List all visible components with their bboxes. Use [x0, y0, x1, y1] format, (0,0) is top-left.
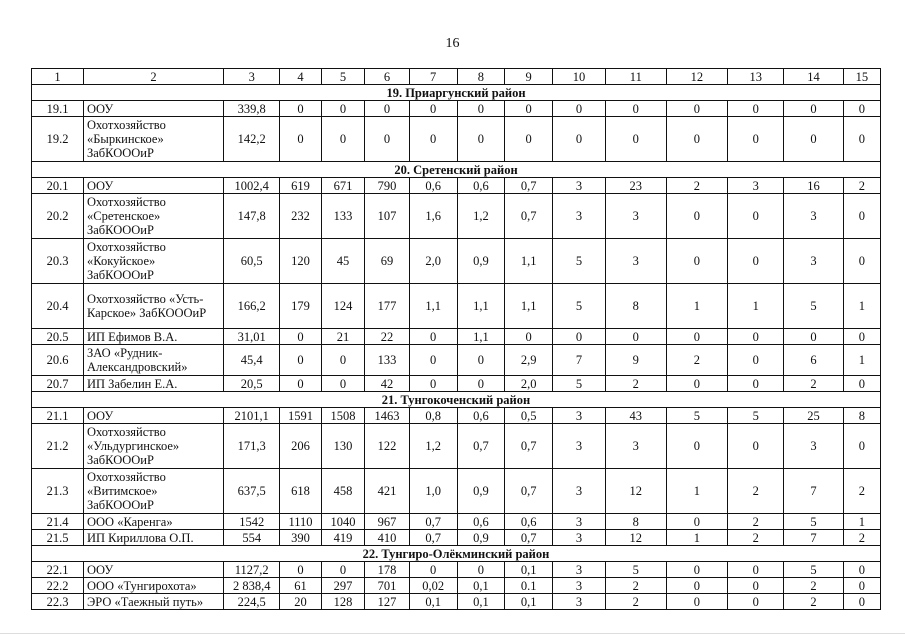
value-cell: 1,0: [409, 469, 457, 514]
value-cell: 0: [457, 376, 505, 392]
value-cell: 0: [666, 562, 728, 578]
value-cell: 3: [606, 194, 666, 239]
organization-name-cell: Охотхозяйство «Усть-Карское» ЗабКОООиР: [84, 284, 224, 329]
column-number-cell: 14: [784, 69, 843, 85]
value-cell: 1: [843, 345, 880, 376]
value-cell: 421: [365, 469, 410, 514]
value-cell: 0: [321, 376, 365, 392]
column-number-cell: 2: [84, 69, 224, 85]
value-cell: 0: [666, 376, 728, 392]
value-cell: 0,6: [457, 178, 505, 194]
table-row: [32, 530, 881, 546]
value-cell: 0: [505, 329, 553, 345]
value-cell: 0: [728, 117, 784, 162]
value-cell: 8: [606, 284, 666, 329]
value-cell: 7: [784, 530, 843, 546]
district-title: 22. Тунгиро-Олёкминский район: [32, 546, 881, 562]
column-number-cell: 6: [365, 69, 410, 85]
value-cell: 1002,4: [224, 178, 280, 194]
row-number-cell: 20.2: [32, 194, 84, 239]
column-number-cell: 5: [321, 69, 365, 85]
value-cell: 2: [728, 530, 784, 546]
organization-name-cell: ИП Кириллова О.П.: [84, 530, 224, 546]
value-cell: 2: [784, 376, 843, 392]
value-cell: 297: [321, 578, 365, 594]
value-cell: 1508: [321, 408, 365, 424]
value-cell: 1: [843, 284, 880, 329]
value-cell: 0: [409, 329, 457, 345]
value-cell: 0: [843, 329, 880, 345]
table-row: [32, 514, 881, 530]
value-cell: 0,6: [505, 514, 553, 530]
value-cell: 147,8: [224, 194, 280, 239]
table-row: [32, 376, 881, 392]
table-row: [32, 469, 881, 514]
value-cell: 7: [553, 345, 606, 376]
value-cell: 0: [728, 562, 784, 578]
value-cell: 3: [553, 578, 606, 594]
value-cell: 23: [606, 178, 666, 194]
value-cell: 0: [784, 329, 843, 345]
value-cell: 0: [457, 562, 505, 578]
value-cell: 0: [409, 376, 457, 392]
value-cell: 3: [553, 194, 606, 239]
value-cell: 2,9: [505, 345, 553, 376]
value-cell: 0: [666, 101, 728, 117]
value-cell: 0,7: [505, 424, 553, 469]
value-cell: 2: [784, 594, 843, 610]
value-cell: 2: [843, 178, 880, 194]
row-number-cell: 22.3: [32, 594, 84, 610]
value-cell: 1,1: [457, 329, 505, 345]
column-number-cell: 8: [457, 69, 505, 85]
value-cell: 0: [457, 117, 505, 162]
value-cell: 5: [553, 239, 606, 284]
row-number-cell: 20.7: [32, 376, 84, 392]
value-cell: 0: [784, 117, 843, 162]
value-cell: 3: [784, 239, 843, 284]
value-cell: 0: [666, 194, 728, 239]
value-cell: 5: [728, 408, 784, 424]
value-cell: 0,7: [409, 530, 457, 546]
value-cell: 177: [365, 284, 410, 329]
value-cell: 128: [321, 594, 365, 610]
column-number-cell: 3: [224, 69, 280, 85]
value-cell: 122: [365, 424, 410, 469]
table-row: [32, 194, 881, 239]
value-cell: 1,1: [457, 284, 505, 329]
value-cell: 2,0: [409, 239, 457, 284]
value-cell: 21: [321, 329, 365, 345]
value-cell: 0,6: [409, 178, 457, 194]
table-row: [32, 329, 881, 345]
value-cell: 0: [843, 424, 880, 469]
value-cell: 0: [666, 239, 728, 284]
value-cell: 0: [728, 424, 784, 469]
value-cell: 1,1: [409, 284, 457, 329]
value-cell: 124: [321, 284, 365, 329]
row-number-cell: 20.1: [32, 178, 84, 194]
value-cell: 0: [843, 117, 880, 162]
value-cell: 0: [728, 239, 784, 284]
value-cell: 0: [321, 562, 365, 578]
row-number-cell: 22.2: [32, 578, 84, 594]
value-cell: 130: [321, 424, 365, 469]
value-cell: 0,1: [505, 562, 553, 578]
value-cell: 3: [553, 469, 606, 514]
district-section-row: [32, 546, 881, 562]
value-cell: 1040: [321, 514, 365, 530]
value-cell: 0: [280, 101, 321, 117]
value-cell: 0: [843, 594, 880, 610]
value-cell: 0: [843, 239, 880, 284]
row-number-cell: 20.3: [32, 239, 84, 284]
value-cell: 9: [606, 345, 666, 376]
value-cell: 43: [606, 408, 666, 424]
value-cell: 1,2: [409, 424, 457, 469]
table-row: [32, 408, 881, 424]
column-number-cell: 12: [666, 69, 728, 85]
row-number-cell: 22.1: [32, 562, 84, 578]
value-cell: 16: [784, 178, 843, 194]
value-cell: 7: [784, 469, 843, 514]
value-cell: 0: [321, 101, 365, 117]
organization-name-cell: ООО «Каренга»: [84, 514, 224, 530]
value-cell: 0: [666, 578, 728, 594]
value-cell: 1: [666, 469, 728, 514]
column-number-cell: 7: [409, 69, 457, 85]
organization-name-cell: Охотхозяйство «Ульдургинское» ЗабКОООиР: [84, 424, 224, 469]
value-cell: 0: [409, 117, 457, 162]
value-cell: 0: [409, 562, 457, 578]
value-cell: 0,7: [505, 194, 553, 239]
value-cell: 554: [224, 530, 280, 546]
value-cell: 0,6: [457, 408, 505, 424]
scan-edge-line: [0, 633, 905, 634]
value-cell: 0: [666, 424, 728, 469]
row-number-cell: 21.1: [32, 408, 84, 424]
value-cell: 0: [321, 117, 365, 162]
value-cell: 618: [280, 469, 321, 514]
value-cell: 45: [321, 239, 365, 284]
value-cell: 0: [553, 117, 606, 162]
value-cell: 339,8: [224, 101, 280, 117]
organization-name-cell: Охотхозяйство «Сретенское» ЗабКОООиР: [84, 194, 224, 239]
value-cell: 0: [365, 101, 410, 117]
row-number-cell: 21.4: [32, 514, 84, 530]
value-cell: 619: [280, 178, 321, 194]
value-cell: 0,9: [457, 239, 505, 284]
value-cell: 0: [606, 117, 666, 162]
value-cell: 0,1: [409, 594, 457, 610]
value-cell: 5: [784, 284, 843, 329]
organization-name-cell: Охотхозяйство «Быркинское» ЗабКОООиР: [84, 117, 224, 162]
value-cell: 0: [666, 594, 728, 610]
table-row: [32, 578, 881, 594]
value-cell: 2: [666, 178, 728, 194]
table-row: [32, 117, 881, 162]
value-cell: 3: [728, 178, 784, 194]
value-cell: 224,5: [224, 594, 280, 610]
organization-name-cell: Охотхозяйство «Кокуйское» ЗабКОООиР: [84, 239, 224, 284]
value-cell: 1,1: [505, 239, 553, 284]
value-cell: 2: [606, 376, 666, 392]
value-cell: 0: [728, 578, 784, 594]
value-cell: 3: [553, 562, 606, 578]
value-cell: 0: [365, 117, 410, 162]
value-cell: 0: [321, 345, 365, 376]
value-cell: 3: [553, 514, 606, 530]
organization-name-cell: ИП Забелин Е.А.: [84, 376, 224, 392]
value-cell: 133: [365, 345, 410, 376]
value-cell: 0: [666, 329, 728, 345]
value-cell: 671: [321, 178, 365, 194]
value-cell: 0: [843, 578, 880, 594]
value-cell: 166,2: [224, 284, 280, 329]
value-cell: 0: [843, 101, 880, 117]
organization-name-cell: ИП Ефимов В.А.: [84, 329, 224, 345]
value-cell: 1127,2: [224, 562, 280, 578]
value-cell: 0: [280, 329, 321, 345]
organization-name-cell: ООУ: [84, 408, 224, 424]
value-cell: 0: [505, 101, 553, 117]
value-cell: 390: [280, 530, 321, 546]
value-cell: 3: [553, 530, 606, 546]
value-cell: 0: [606, 329, 666, 345]
value-cell: 2: [728, 469, 784, 514]
value-cell: 1: [666, 530, 728, 546]
value-cell: 0: [280, 562, 321, 578]
value-cell: 2: [606, 594, 666, 610]
value-cell: 2: [784, 578, 843, 594]
value-cell: 1,2: [457, 194, 505, 239]
value-cell: 0,5: [505, 408, 553, 424]
value-cell: 1591: [280, 408, 321, 424]
value-cell: 3: [553, 424, 606, 469]
value-cell: 0: [843, 562, 880, 578]
column-number-cell: 4: [280, 69, 321, 85]
value-cell: 0,1: [505, 594, 553, 610]
value-cell: 0: [728, 594, 784, 610]
value-cell: 0: [553, 101, 606, 117]
value-cell: 5: [553, 284, 606, 329]
value-cell: 20,5: [224, 376, 280, 392]
value-cell: 637,5: [224, 469, 280, 514]
value-cell: 1463: [365, 408, 410, 424]
value-cell: 5: [784, 514, 843, 530]
value-cell: 127: [365, 594, 410, 610]
value-cell: 458: [321, 469, 365, 514]
value-cell: 790: [365, 178, 410, 194]
value-cell: 0: [728, 376, 784, 392]
value-cell: 31,01: [224, 329, 280, 345]
value-cell: 12: [606, 530, 666, 546]
value-cell: 45,4: [224, 345, 280, 376]
row-number-cell: 20.5: [32, 329, 84, 345]
value-cell: 0: [666, 117, 728, 162]
value-cell: 61: [280, 578, 321, 594]
organization-name-cell: ООУ: [84, 101, 224, 117]
column-number-cell: 15: [843, 69, 880, 85]
value-cell: 0: [843, 194, 880, 239]
district-section-row: [32, 162, 881, 178]
value-cell: 3: [553, 594, 606, 610]
value-cell: 0.1: [505, 578, 553, 594]
row-number-cell: 21.5: [32, 530, 84, 546]
value-cell: 2: [728, 514, 784, 530]
column-number-cell: 10: [553, 69, 606, 85]
value-cell: 42: [365, 376, 410, 392]
table-row: [32, 345, 881, 376]
value-cell: 1: [728, 284, 784, 329]
value-cell: 1110: [280, 514, 321, 530]
value-cell: 0,1: [457, 578, 505, 594]
district-section-row: [32, 392, 881, 408]
value-cell: 206: [280, 424, 321, 469]
value-cell: 2,0: [505, 376, 553, 392]
value-cell: 5: [606, 562, 666, 578]
table-row: [32, 284, 881, 329]
value-cell: 60,5: [224, 239, 280, 284]
value-cell: 3: [606, 424, 666, 469]
value-cell: 0: [728, 101, 784, 117]
value-cell: 0,7: [505, 530, 553, 546]
value-cell: 0,02: [409, 578, 457, 594]
value-cell: 22: [365, 329, 410, 345]
column-number-cell: 11: [606, 69, 666, 85]
table-row: [32, 239, 881, 284]
value-cell: 179: [280, 284, 321, 329]
value-cell: 2: [843, 530, 880, 546]
district-section-row: [32, 85, 881, 101]
table-row: [32, 562, 881, 578]
table-row: [32, 178, 881, 194]
value-cell: 8: [843, 408, 880, 424]
table-row: [32, 594, 881, 610]
table-row: [32, 424, 881, 469]
value-cell: 419: [321, 530, 365, 546]
row-number-cell: 20.6: [32, 345, 84, 376]
organization-name-cell: ООУ: [84, 562, 224, 578]
value-cell: 142,2: [224, 117, 280, 162]
value-cell: 0: [843, 376, 880, 392]
organization-name-cell: Охотхозяйство «Витимское» ЗабКОООиР: [84, 469, 224, 514]
value-cell: 133: [321, 194, 365, 239]
table-row: [32, 101, 881, 117]
value-cell: 107: [365, 194, 410, 239]
row-number-cell: 21.2: [32, 424, 84, 469]
value-cell: 120: [280, 239, 321, 284]
value-cell: 0: [505, 117, 553, 162]
value-cell: 0: [606, 101, 666, 117]
organization-name-cell: ЗАО «Рудник-Александровский»: [84, 345, 224, 376]
value-cell: 3: [553, 408, 606, 424]
organization-name-cell: ООО «Тунгирохота»: [84, 578, 224, 594]
value-cell: 0: [280, 117, 321, 162]
value-cell: 0: [280, 376, 321, 392]
value-cell: 1: [843, 514, 880, 530]
value-cell: 3: [606, 239, 666, 284]
hunting-data-table: [31, 68, 881, 610]
column-number-cell: 13: [728, 69, 784, 85]
value-cell: 69: [365, 239, 410, 284]
value-cell: 171,3: [224, 424, 280, 469]
organization-name-cell: ЭРО «Таежный путь»: [84, 594, 224, 610]
value-cell: 2: [843, 469, 880, 514]
value-cell: 3: [784, 424, 843, 469]
value-cell: 0,7: [505, 178, 553, 194]
value-cell: 0: [280, 345, 321, 376]
value-cell: 0: [553, 329, 606, 345]
value-cell: 178: [365, 562, 410, 578]
value-cell: 0,9: [457, 469, 505, 514]
value-cell: 0: [728, 194, 784, 239]
value-cell: 0,6: [457, 514, 505, 530]
value-cell: 0: [728, 329, 784, 345]
value-cell: 0: [784, 101, 843, 117]
value-cell: 410: [365, 530, 410, 546]
value-cell: 0,8: [409, 408, 457, 424]
value-cell: 0: [409, 345, 457, 376]
value-cell: 12: [606, 469, 666, 514]
value-cell: 25: [784, 408, 843, 424]
organization-name-cell: ООУ: [84, 178, 224, 194]
value-cell: 2: [666, 345, 728, 376]
value-cell: 0: [457, 345, 505, 376]
value-cell: 0: [666, 514, 728, 530]
value-cell: 2101,1: [224, 408, 280, 424]
column-number-cell: 1: [32, 69, 84, 85]
value-cell: 0: [409, 101, 457, 117]
value-cell: 0,9: [457, 530, 505, 546]
row-number-cell: 19.1: [32, 101, 84, 117]
value-cell: 5: [784, 562, 843, 578]
value-cell: 5: [666, 408, 728, 424]
row-number-cell: 19.2: [32, 117, 84, 162]
value-cell: 0: [457, 101, 505, 117]
value-cell: 5: [553, 376, 606, 392]
value-cell: 0,1: [457, 594, 505, 610]
column-number-cell: 9: [505, 69, 553, 85]
row-number-cell: 20.4: [32, 284, 84, 329]
value-cell: 1542: [224, 514, 280, 530]
value-cell: 3: [553, 178, 606, 194]
value-cell: 6: [784, 345, 843, 376]
value-cell: 0,7: [409, 514, 457, 530]
value-cell: 701: [365, 578, 410, 594]
value-cell: 0,7: [505, 469, 553, 514]
district-title: 20. Сретенский район: [32, 162, 881, 178]
value-cell: 1,1: [505, 284, 553, 329]
value-cell: 2: [606, 578, 666, 594]
value-cell: 1,6: [409, 194, 457, 239]
value-cell: 3: [784, 194, 843, 239]
district-title: 21. Тунгокоченский район: [32, 392, 881, 408]
page-number: 16: [445, 36, 460, 51]
value-cell: 20: [280, 594, 321, 610]
value-cell: 2 838,4: [224, 578, 280, 594]
value-cell: 8: [606, 514, 666, 530]
column-number-row: [32, 69, 881, 85]
row-number-cell: 21.3: [32, 469, 84, 514]
value-cell: 967: [365, 514, 410, 530]
district-title: 19. Приаргунский район: [32, 85, 881, 101]
value-cell: 0,7: [457, 424, 505, 469]
value-cell: 1: [666, 284, 728, 329]
value-cell: 232: [280, 194, 321, 239]
value-cell: 0: [728, 345, 784, 376]
